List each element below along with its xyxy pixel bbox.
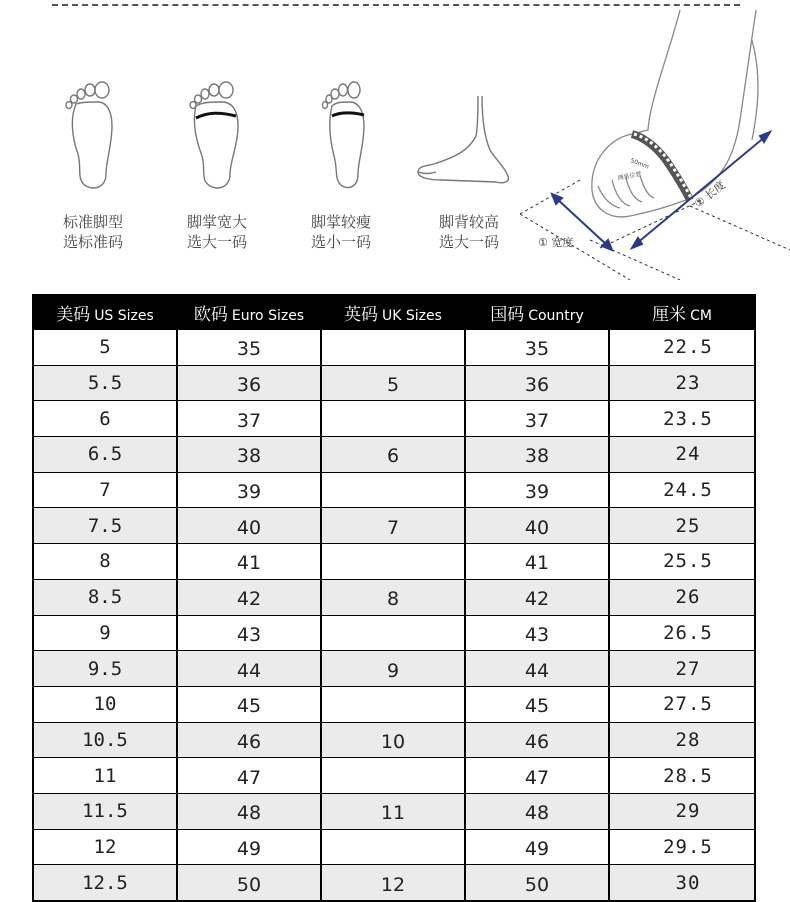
foot-measurement-illustration [520,10,790,280]
cell-euro: 47 [177,758,321,794]
header-country: 国码 Country [465,295,609,329]
cell-uk [321,615,465,651]
cell-us: 6.5 [33,437,177,473]
cell-uk [321,401,465,437]
cell-us: 12 [33,829,177,865]
thin-sole-foot-icon [318,78,374,190]
table-row [33,508,755,544]
cell-country: 42 [465,579,609,615]
cell-cm: 23 [609,365,755,401]
cell-country: 39 [465,472,609,508]
table-row [33,865,755,901]
table-row [33,758,755,794]
width-label: ① 宽度 [538,236,574,249]
table-row [33,329,755,365]
cell-cm: 25.5 [609,544,755,580]
table-row [33,722,755,758]
cell-euro: 42 [177,579,321,615]
length-label: ② 长度 [692,178,728,211]
cell-us: 10.5 [33,722,177,758]
thin-sole-foot-caption: 脚掌较瘦 选小一码 [310,213,371,251]
header-cm: 厘米 CM [609,295,755,329]
cell-cm: 27 [609,651,755,687]
table-row [33,401,755,437]
cell-country: 35 [465,329,609,365]
table-row [33,437,755,473]
cell-euro: 50 [177,865,321,901]
cell-uk: 6 [321,437,465,473]
size-chart-table [32,294,756,902]
table-header-row [33,295,755,329]
cell-country: 37 [465,401,609,437]
cell-cm: 29.5 [609,829,755,865]
cell-euro: 41 [177,544,321,580]
table-row [33,793,755,829]
cell-us: 6 [33,401,177,437]
cell-us: 9.5 [33,651,177,687]
wide-sole-foot-icon [186,78,246,190]
table-row [33,651,755,687]
cell-euro: 35 [177,329,321,365]
table-row [33,472,755,508]
cell-uk: 11 [321,793,465,829]
cell-cm: 23.5 [609,401,755,437]
cell-euro: 39 [177,472,321,508]
cell-euro: 37 [177,401,321,437]
high-instep-foot-icon [412,96,520,186]
header-uk: 英码 UK Sizes [321,295,465,329]
cell-country: 40 [465,508,609,544]
cell-us: 5.5 [33,365,177,401]
cell-country: 43 [465,615,609,651]
cell-cm: 24 [609,437,755,473]
cell-country: 41 [465,544,609,580]
top-dashed-divider [52,4,740,6]
header-us: 美码 US Sizes [33,295,177,329]
cell-country: 46 [465,722,609,758]
cell-cm: 26 [609,579,755,615]
standard-foot-caption: 标准脚型 选标准码 [62,213,123,251]
cell-country: 47 [465,758,609,794]
cell-cm: 27.5 [609,686,755,722]
table-row [33,829,755,865]
cell-country: 44 [465,651,609,687]
mm-label: 50mm [629,157,650,171]
cell-cm: 26.5 [609,615,755,651]
cell-uk [321,472,465,508]
table-row [33,615,755,651]
cell-euro: 45 [177,686,321,722]
cell-country: 36 [465,365,609,401]
table-row [33,544,755,580]
cell-uk: 12 [321,865,465,901]
cell-uk [321,686,465,722]
cell-euro: 43 [177,615,321,651]
cell-country: 45 [465,686,609,722]
cell-uk [321,829,465,865]
cell-euro: 40 [177,508,321,544]
position-label: 测量位置 [617,170,642,182]
cell-euro: 49 [177,829,321,865]
cell-country: 49 [465,829,609,865]
standard-foot-icon [62,78,122,190]
cell-us: 8.5 [33,579,177,615]
high-instep-foot-caption: 脚背较高 选大一码 [438,213,499,251]
cell-uk: 9 [321,651,465,687]
cell-uk [321,758,465,794]
table-row [33,579,755,615]
cell-country: 50 [465,865,609,901]
cell-us: 9 [33,615,177,651]
wide-sole-foot-caption: 脚掌宽大 选大一码 [186,213,247,251]
cell-us: 11.5 [33,793,177,829]
cell-cm: 30 [609,865,755,901]
cell-uk [321,329,465,365]
table-row [33,365,755,401]
header-euro: 欧码 Euro Sizes [177,295,321,329]
cell-cm: 25 [609,508,755,544]
cell-euro: 48 [177,793,321,829]
cell-euro: 38 [177,437,321,473]
cell-uk: 5 [321,365,465,401]
cell-us: 7 [33,472,177,508]
cell-country: 48 [465,793,609,829]
cell-cm: 28 [609,722,755,758]
cell-cm: 28.5 [609,758,755,794]
cell-euro: 36 [177,365,321,401]
cell-uk: 7 [321,508,465,544]
cell-us: 10 [33,686,177,722]
cell-cm: 24.5 [609,472,755,508]
cell-us: 5 [33,329,177,365]
cell-uk [321,544,465,580]
cell-cm: 22.5 [609,329,755,365]
cell-euro: 46 [177,722,321,758]
table-row [33,686,755,722]
cell-uk: 8 [321,579,465,615]
cell-us: 8 [33,544,177,580]
cell-euro: 44 [177,651,321,687]
cell-us: 12.5 [33,865,177,901]
cell-us: 11 [33,758,177,794]
cell-country: 38 [465,437,609,473]
cell-uk: 10 [321,722,465,758]
cell-us: 7.5 [33,508,177,544]
cell-cm: 29 [609,793,755,829]
